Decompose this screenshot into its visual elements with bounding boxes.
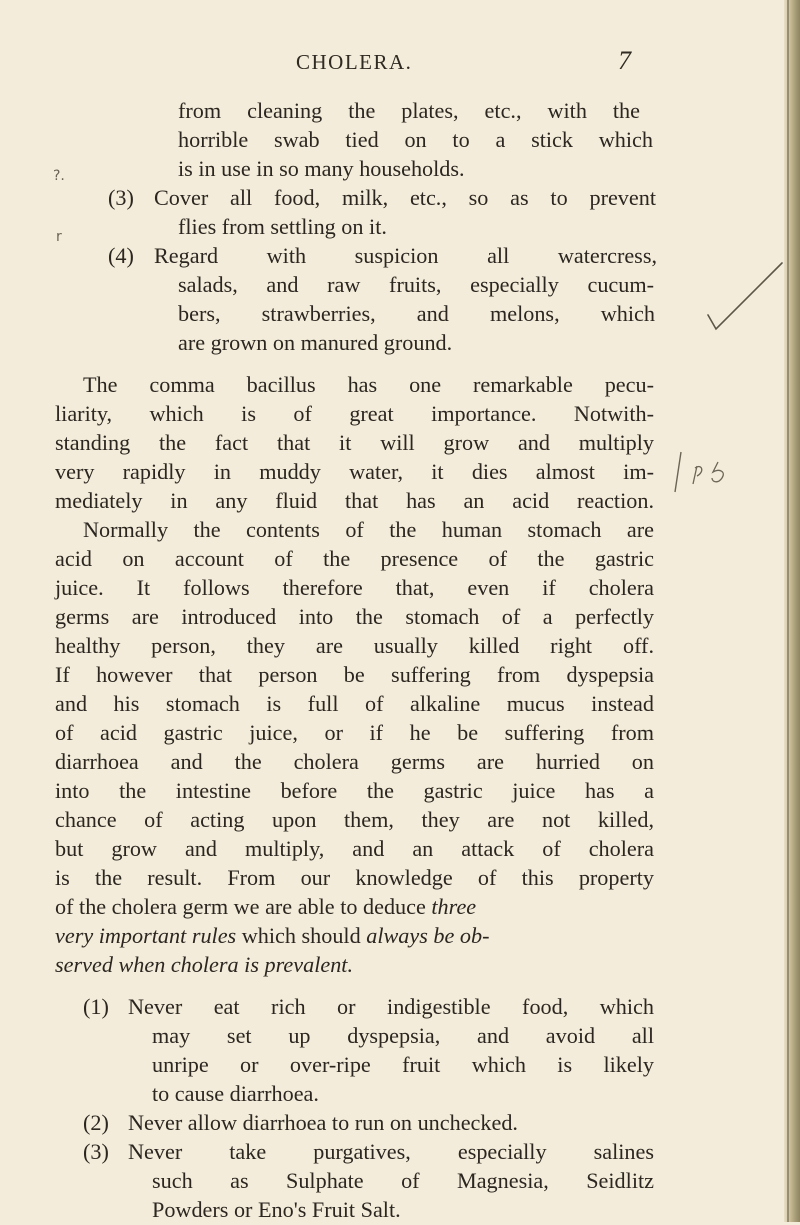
page-edge	[784, 0, 800, 1222]
text-line: Never allow diarrhoea to run on unchecked.	[128, 1110, 518, 1135]
text-line: and his stomach is full of alkaline mucus instead	[55, 691, 654, 716]
list-item-number: (3)	[108, 185, 134, 210]
text-line: diarrhoea and the cholera germs are hurried on	[55, 749, 654, 774]
text-line: The comma bacillus has one remarkable pecu-	[83, 372, 654, 397]
emphasis-text: always be ob-	[366, 923, 490, 948]
page-number: 7	[618, 46, 631, 75]
text-line: unripe or over-ripe fruit which is likely	[152, 1052, 654, 1077]
text-line: but grow and multiply, and an attack of cholera	[55, 836, 654, 861]
text-line: is in use in so many households.	[178, 156, 465, 181]
list-item-number: (4)	[108, 243, 134, 268]
text-line: bers, strawberries, and melons, which	[178, 301, 655, 326]
text-line: very rapidly in muddy water, it dies almost im-	[55, 459, 654, 484]
text-line: are grown on manured ground.	[178, 330, 453, 355]
text-line	[55, 893, 476, 922]
text-line: If however that person be suffering from dyspepsia	[55, 662, 654, 687]
text-line: liarity, which is of great importance. Notwith-	[55, 401, 654, 426]
text-line	[55, 951, 353, 980]
emphasis-text: served when cholera is prevalent.	[55, 952, 354, 977]
text-line: standing the fact that it will grow and multiply	[55, 430, 654, 455]
text-run: which should	[241, 923, 367, 948]
list-item-number: (2)	[83, 1110, 109, 1135]
text-line: such as Sulphate of Magnesia, Seidlitz	[152, 1168, 654, 1193]
margin-mark: r	[56, 229, 62, 245]
text-line: mediately in any fluid that has an acid reaction.	[55, 488, 654, 513]
text-line: from cleaning the plates, etc., with the	[178, 98, 640, 123]
text-line: Normally the contents of the human stomach are	[83, 517, 654, 542]
text-line: Cover all food, milk, etc., so as to prevent	[154, 185, 656, 210]
text-line: Never take purgatives, especially salines	[128, 1139, 654, 1164]
text-line: into the intestine before the gastric juice has a	[55, 778, 654, 803]
running-title: CHOLERA.	[296, 50, 413, 74]
text-line: Regard with suspicion all watercress,	[154, 243, 657, 268]
pencil-annotation	[660, 448, 750, 498]
text-line: is the result. From our knowledge of this property	[55, 865, 654, 890]
emphasis-text: three	[431, 894, 477, 919]
text-line: may set up dyspepsia, and avoid all	[152, 1023, 654, 1048]
text-line: to cause diarrhoea.	[152, 1081, 319, 1106]
text-line: juice. It follows therefore that, even if cholera	[55, 575, 654, 600]
emphasis-text: rules	[186, 923, 242, 948]
text-line: Never eat rich or indigestible food, which	[128, 994, 654, 1019]
margin-mark: ?.	[53, 168, 65, 184]
pencil-slash-mark	[700, 257, 790, 337]
text-line: germs are introduced into the stomach of a perfectly	[55, 604, 654, 629]
list-item-number: (3)	[83, 1139, 109, 1164]
text-line: of acid gastric juice, or if he be suffering from	[55, 720, 654, 745]
text-line: chance of acting upon them, they are not killed,	[55, 807, 654, 832]
text-line: flies from settling on it.	[178, 214, 387, 239]
text-run: of the cholera germ we are able to deduce	[55, 894, 432, 919]
emphasis-text: very important	[55, 923, 187, 948]
text-line: healthy person, they are usually killed right off.	[55, 633, 654, 658]
list-item-number: (1)	[83, 994, 109, 1019]
running-head	[0, 46, 800, 82]
text-line: salads, and raw fruits, especially cucum-	[178, 272, 654, 297]
text-line: horrible swab tied on to a stick which	[178, 127, 653, 152]
text-line: Powders or Eno's Fruit Salt.	[152, 1197, 401, 1222]
text-line	[55, 922, 489, 951]
text-line: acid on account of the presence of the gastric	[55, 546, 654, 571]
